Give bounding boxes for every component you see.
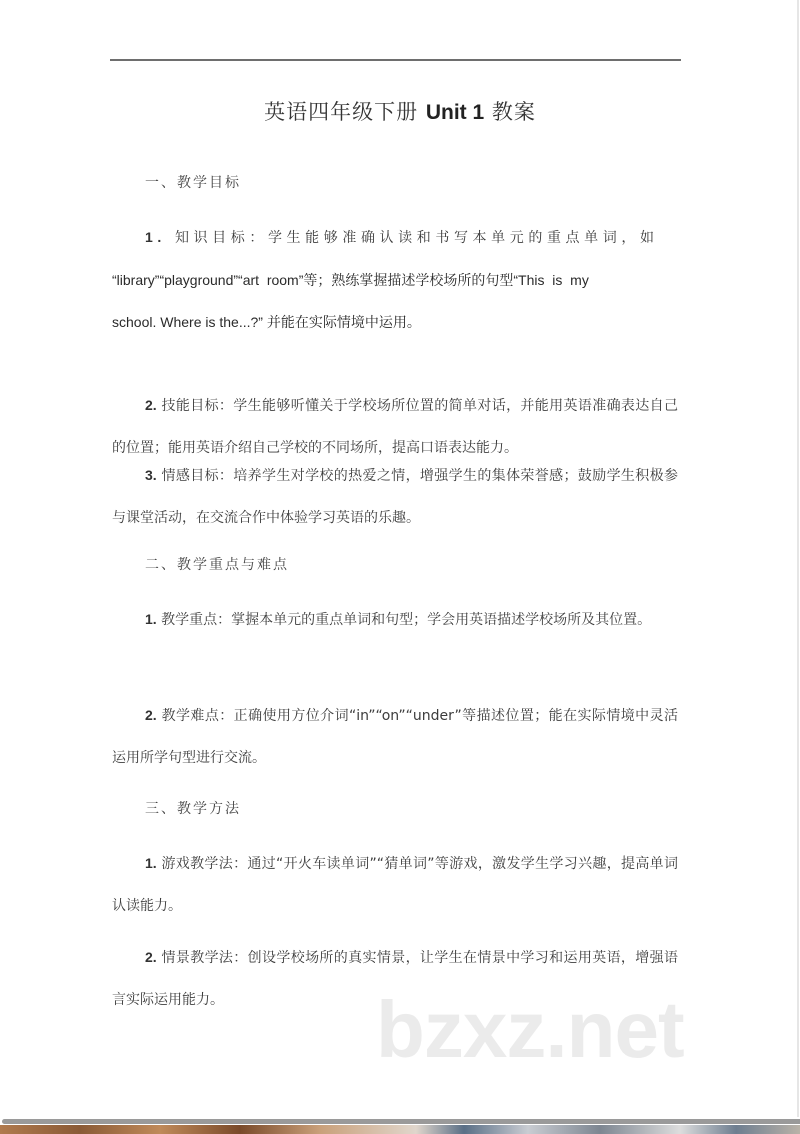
section-heading-methods: 三、教学方法 xyxy=(145,801,241,817)
title-zh-suffix: 教案 xyxy=(491,100,536,124)
paragraph-objective-knowledge: 1. 知识目标：学生能够准确认读和书写本单元的重点单词，如 “library”“playground”“art room”等；熟练掌握描述学校场所的句型“This is my school. Where is the...?” 并能在实际情境中运用。 xyxy=(112,229,659,330)
watermark: bzxz.net xyxy=(376,985,684,1074)
paragraph-objective-skill: 2. 技能目标：学生能够听懂关于学校场所位置的简单对话，并能用英语准确表达自己的位置；能用英语介绍自己学校的不同场所，提高口语表达能力。 xyxy=(112,397,678,456)
horizontal-scrollbar[interactable] xyxy=(2,1119,800,1124)
paragraph-key-point: 1. 教学重点：掌握本单元的重点单词和句型；学会用英语描述学校场所及其位置。 xyxy=(145,611,652,628)
section-heading-key-points: 二、教学重点与难点 xyxy=(145,557,289,573)
section-heading-objectives: 一、教学目标 xyxy=(145,175,241,191)
title-unit: Unit 1 xyxy=(425,101,485,124)
paragraph-difficulty: 2. 教学难点：正确使用方位介词“in”“on”“under”等描述位置；能在实际情境中灵活运用所学句型进行交流。 xyxy=(112,707,678,766)
background-photo-strip xyxy=(0,1125,800,1134)
paragraph-method-situation: 2. 情景教学法：创设学校场所的真实情景，让学生在情景中学习和运用英语，增强语言实际运用能力。 xyxy=(112,949,678,1008)
title-zh-prefix: 英语四年级下册 xyxy=(264,100,419,124)
paragraph-method-game: 1. 游戏教学法：通过“开火车读单词”“猜单词”等游戏，激发学生学习兴趣，提高单词认读能力。 xyxy=(112,855,679,914)
document-title xyxy=(0,96,800,126)
paragraph-objective-emotion: 3. 情感目标：培养学生对学校的热爱之情，增强学生的集体荣誉感；鼓励学生积极参与课堂活动，在交流合作中体验学习英语的乐趣。 xyxy=(112,467,678,526)
header-rule xyxy=(110,59,681,61)
